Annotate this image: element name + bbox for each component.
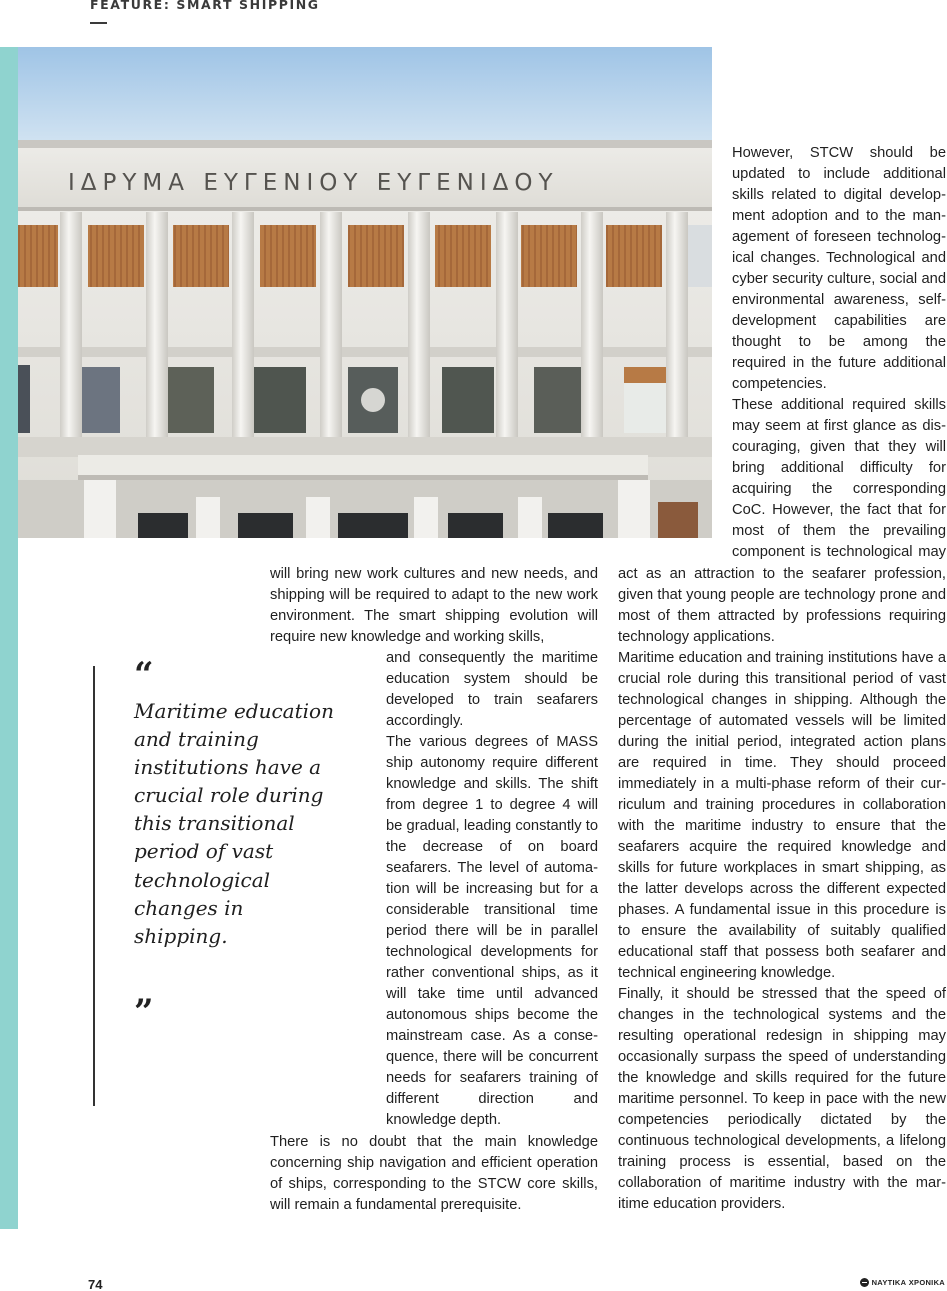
- paragraph: and consequently the maritime education system should be developed to train seafarers accordingly.: [386, 650, 598, 729]
- middle-column-bottom: [270, 1132, 598, 1216]
- paragraph: The various degrees of MASS ship autonomy require different knowledge and skills. The shift from degree 1 to degree 4 will be gradual, leading constantly to the decrease of on board seafarers. The level of automation will be increasing but for a considerable transitional time period there will be in parallel technological developments for rather conventional ships, as it will take time until advanced autonomous ships become the mainstream case. As a consequence, there will be concurrent needs for seafarers training of different direction and knowledge depth.: [386, 734, 598, 1128]
- paragraph: will bring new work cultures and new needs, and shipping will be required to adapt to the new work environment. The smart shipping evolution will require new knowledge and working skills,: [270, 566, 598, 645]
- building-photo: [18, 47, 712, 538]
- section-dash: [90, 22, 107, 24]
- middle-column-narrow: [386, 648, 598, 1131]
- paragraph: Maritime education and training institutions have a crucial role during this transitional period of vast technological changes in shipping. Although the percentage of automated vessels will be limited during the initial period, integrated action plans are required in time. They should proceed immediately in a multi-phase reform of their curriculum and training procedures in collaboration with the maritime industry to ensure that the seafarers acquire the required knowledge and skills for future workplaces in smart shipping, as the latter develops across the different expected phases. A fundamental issue in this procedure is to ensure the availability of suitably qualified educational staff that possess both seafarer and technical engineering knowledge.: [618, 650, 946, 981]
- pull-quote-rule: [93, 666, 95, 1106]
- right-column-bottom: [618, 564, 946, 1215]
- page-number: 74: [88, 1277, 103, 1291]
- building-inscription: ΙΔΡΥΜΑ ΕΥΓΕΝΙΟΥ ΕΥΓΕΝΙΔΟΥ: [68, 170, 559, 196]
- right-column-top: [732, 143, 946, 563]
- pull-quote: Maritime education and training institutions have a crucial role during this transitional period of vast technological changes in shipping.: [134, 699, 334, 948]
- open-quote-icon: “: [134, 655, 154, 695]
- paragraph: These additional required skills may seem at first glance as discouraging, given that they will bring additional difficulty for acquiring the corresponding CoC. However, the fact that for most of them the prevailing component is technological may: [732, 397, 946, 560]
- close-quote-icon: ”: [134, 992, 154, 1032]
- publication-name: ΝΑΥΤΙΚΑ ΧΡΟΝΙΚΑ: [871, 1278, 945, 1287]
- paragraph: act as an attraction to the seafarer profession, given that young people are technology prone and most of them attracted by professions requiring technology applications.: [618, 566, 946, 645]
- publication-logo-icon: [860, 1278, 869, 1287]
- publication-brand: [860, 1278, 945, 1287]
- paragraph: Finally, it should be stressed that the speed of changes in the technological systems and the resulting operational redesign in shipping may occasionally surpass the speed of understanding the knowledge and skills required for the future maritime personnel. To keep in pace with the new competencies periodically dictated by the continuous technological developments, a lifelong training process is essential, based on the collaboration of maritime industry with the maritime education providers.: [618, 986, 946, 1212]
- paragraph: However, STCW should be updated to include additional skills related to digital development adoption and to the management of foreseen technological changes. Technological and cyber security culture, social and environmental awareness, self-development capabilities are thought to be among the required in the future additional competencies.: [732, 145, 946, 392]
- middle-column-top: [270, 564, 598, 648]
- accent-stripe: [0, 47, 18, 1229]
- section-label: FEATURE: SMART SHIPPING: [90, 0, 320, 12]
- paragraph: There is no doubt that the main knowledge concerning ship navigation and efficient operation of ships, corresponding to the STCW core skills, will remain a fundamental prerequisite.: [270, 1134, 598, 1213]
